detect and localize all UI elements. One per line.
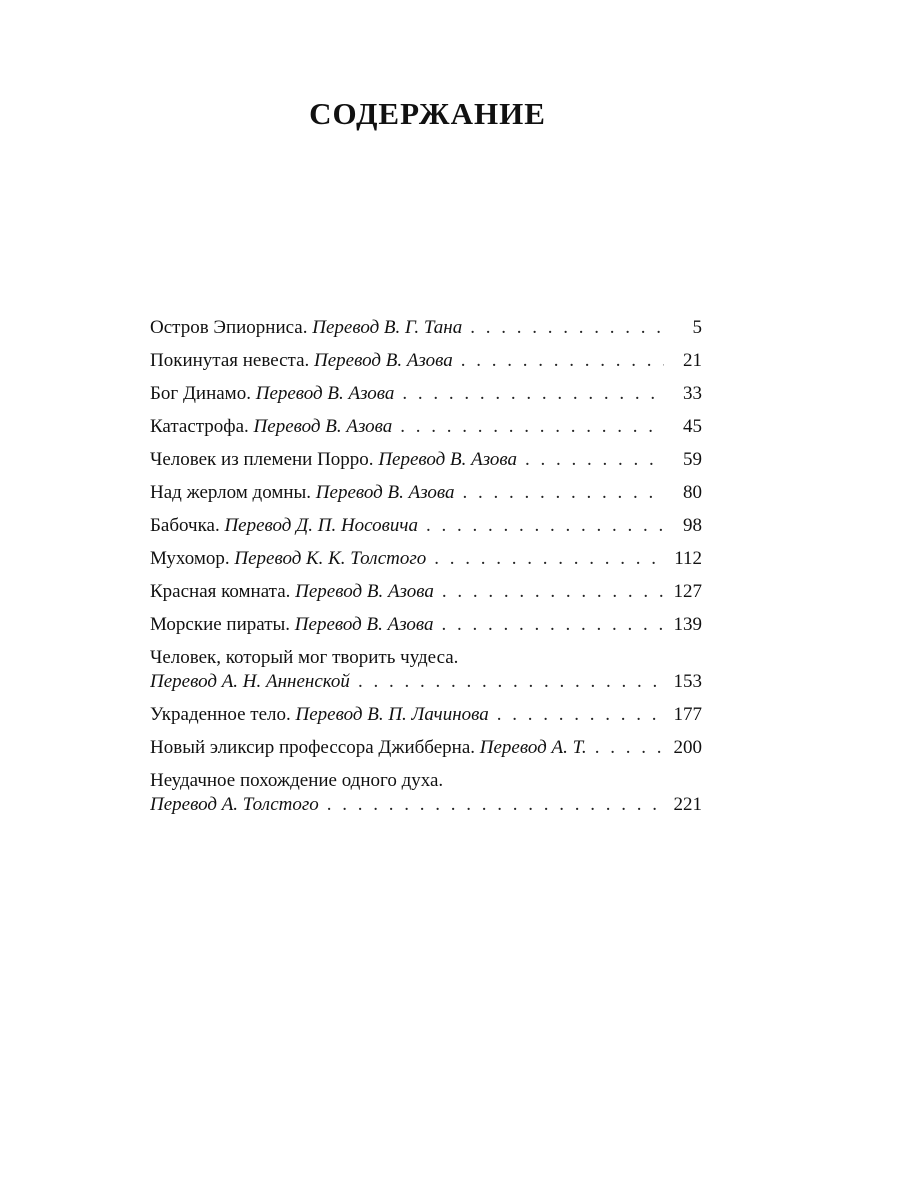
dot-leader — [426, 514, 664, 538]
page-number: 21 — [683, 350, 702, 371]
story-title: Морские пираты. — [150, 614, 291, 635]
page-number: 139 — [673, 614, 702, 635]
dot-leader — [470, 316, 664, 340]
story-title: Бабочка. — [150, 515, 220, 536]
toc-entry — [150, 703, 702, 727]
story-title: Красная комната. — [150, 581, 291, 602]
story-title: Украденное тело. — [150, 704, 291, 725]
dot-leader — [595, 736, 664, 760]
story-title: Мухомор. — [150, 548, 230, 569]
dot-leader — [434, 547, 664, 571]
toc-entry — [150, 415, 702, 439]
translator: Перевод В. Азова — [294, 614, 434, 635]
dot-leader — [497, 703, 664, 727]
page-number: 200 — [673, 737, 702, 758]
page-number: 153 — [673, 671, 702, 692]
translator: Перевод В. Азова — [314, 350, 453, 371]
toc-entry — [150, 613, 702, 637]
toc-entry — [150, 382, 702, 406]
dot-leader — [462, 481, 664, 505]
translator: Перевод Д. П. Носовича — [224, 515, 418, 536]
toc-entry — [150, 316, 702, 340]
translator: Перевод В. Азова — [315, 482, 455, 503]
toc-entry — [150, 448, 702, 472]
toc-entry — [150, 769, 702, 817]
translator: Перевод В. П. Лачинова — [295, 704, 489, 725]
table-of-contents — [150, 316, 702, 826]
toc-entry — [150, 736, 702, 760]
story-title: Катастрофа. — [150, 416, 249, 437]
translator: Перевод К. К. Толстого — [234, 548, 427, 569]
dot-leader — [525, 448, 664, 472]
page-number: 5 — [692, 317, 702, 338]
page-number: 33 — [683, 383, 702, 404]
dot-leader — [441, 613, 664, 637]
toc-entry — [150, 514, 702, 538]
story-title: Бог Динамо. — [150, 383, 251, 404]
translator: Перевод А. Толстого — [150, 794, 319, 815]
page-number: 80 — [683, 482, 702, 503]
translator: Перевод В. Азова — [295, 581, 434, 602]
translator: Перевод В. Азова — [255, 383, 395, 404]
page-number: 112 — [674, 548, 702, 569]
story-title: Покинутая невеста. — [150, 350, 310, 371]
toc-entry — [150, 349, 702, 373]
page-number: 98 — [683, 515, 702, 536]
toc-entry — [150, 547, 702, 571]
page-number: 127 — [673, 581, 702, 602]
translator: Перевод А. Н. Анненской — [150, 671, 350, 692]
story-title: Новый эликсир профессора Джибберна. — [150, 737, 476, 758]
dot-leader — [327, 793, 664, 817]
page-number: 221 — [673, 794, 702, 815]
story-title: Остров Эпиорниса. — [150, 317, 308, 338]
dot-leader — [461, 349, 664, 373]
page-number: 45 — [683, 416, 702, 437]
dot-leader — [442, 580, 664, 604]
translator: Перевод А. Т. — [479, 737, 587, 758]
toc-entry — [150, 481, 702, 505]
translator: Перевод В. Азова — [253, 416, 393, 437]
toc-entry — [150, 646, 702, 694]
page-title: СОДЕРЖАНИЕ — [309, 96, 546, 131]
story-title: Человек, который мог творить чудеса. — [150, 647, 459, 668]
story-title: Над жерлом домны. — [150, 482, 312, 503]
translator: Перевод В. Азова — [378, 449, 517, 470]
story-title: Человек из племени Порро. — [150, 449, 374, 470]
page-number: 59 — [683, 449, 702, 470]
dot-leader — [402, 382, 664, 406]
dot-leader — [400, 415, 664, 439]
translator: Перевод В. Г. Тана — [312, 317, 463, 338]
story-title: Неудачное похождение одного духа. — [150, 770, 444, 791]
page-number: 177 — [673, 704, 702, 725]
toc-entry — [150, 580, 702, 604]
dot-leader — [358, 670, 664, 694]
